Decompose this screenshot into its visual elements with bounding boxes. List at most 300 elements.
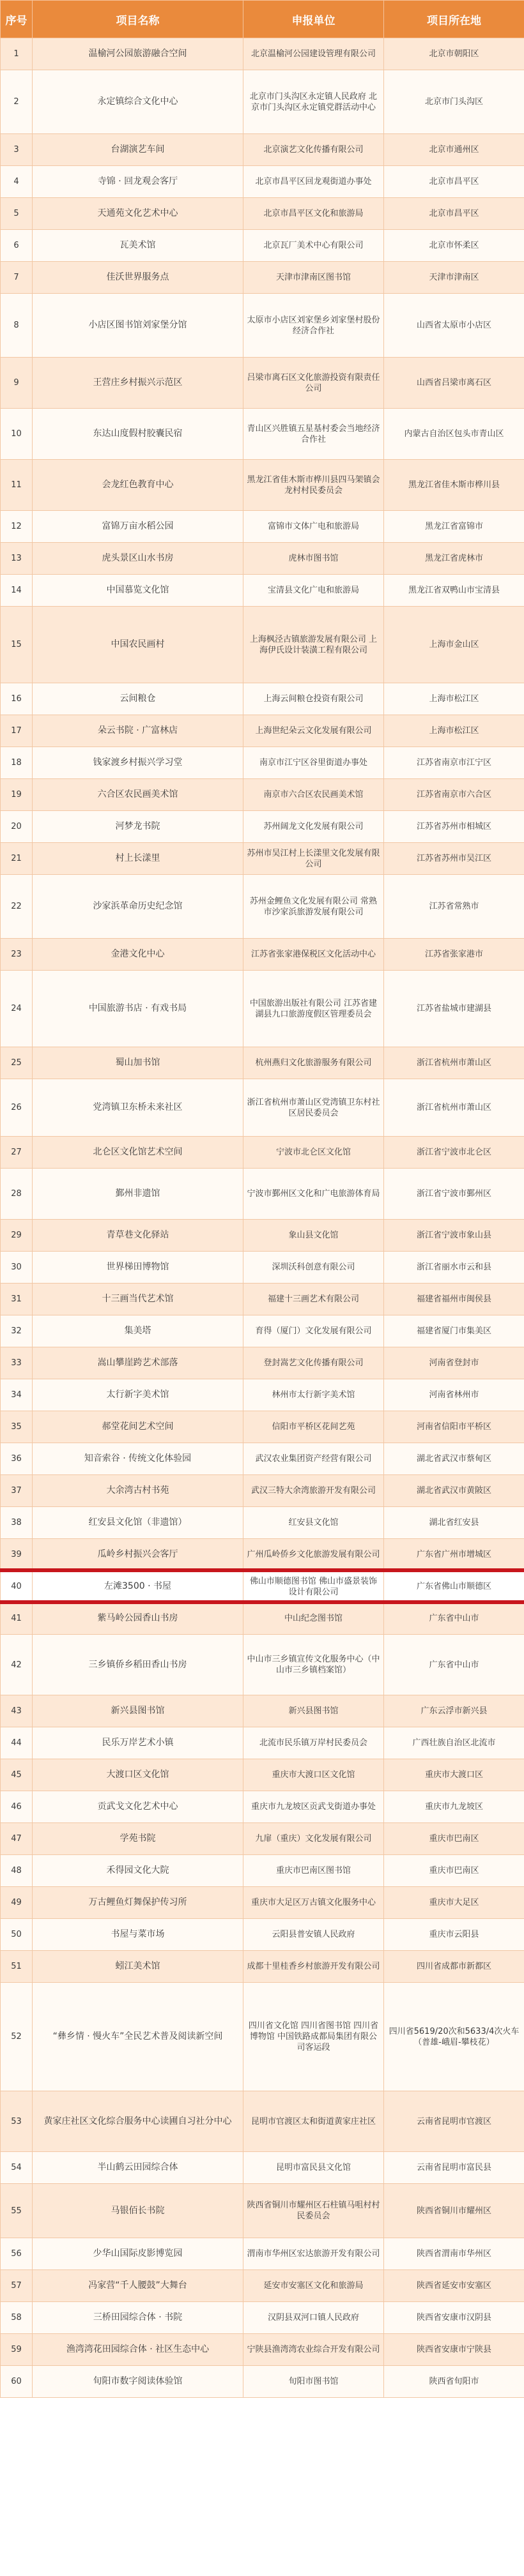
table-row xyxy=(1,1951,524,1983)
row-applicant-unit-cell: 重庆市大渡口区文化馆 xyxy=(243,1759,384,1791)
row-serial-cell: 40 xyxy=(1,1571,33,1603)
row-serial-cell: 20 xyxy=(1,811,33,843)
table-row xyxy=(1,1475,524,1507)
row-serial-cell: 45 xyxy=(1,1759,33,1791)
row-project-name-cell: 少华山国际皮影博览园 xyxy=(33,2238,243,2270)
row-location-cell: 广东省中山市 xyxy=(384,1635,524,1695)
row-location-cell: 上海市松江区 xyxy=(384,715,524,747)
row-applicant-unit-cell: 吕梁市离石区文化旅游投资有限责任公司 xyxy=(243,358,384,409)
row-applicant-unit-cell: 虎林市图书馆 xyxy=(243,543,384,575)
row-applicant-unit-cell: 黑龙江省佳木斯市桦川县四马架镇会龙村村民委员会 xyxy=(243,460,384,511)
table-row xyxy=(1,1603,524,1635)
row-project-name-cell: 黄家庄社区文化综合服务中心读圃自习社分中心 xyxy=(33,2091,243,2152)
row-serial-cell: 14 xyxy=(1,575,33,607)
row-applicant-unit-cell: 太原市小店区刘家堡乡刘家堡村股份经济合作社 xyxy=(243,294,384,358)
row-serial-cell: 10 xyxy=(1,409,33,460)
row-serial-cell: 18 xyxy=(1,747,33,779)
row-project-name-cell: 蜀山加书馆 xyxy=(33,1047,243,1079)
row-serial-cell: 9 xyxy=(1,358,33,409)
row-serial-cell: 51 xyxy=(1,1951,33,1983)
row-location-cell: 黑龙江省富锦市 xyxy=(384,511,524,543)
row-project-name-cell: 民乐万岸艺术小镇 xyxy=(33,1727,243,1759)
row-project-name-cell: 王营庄乡村振兴示范区 xyxy=(33,358,243,409)
table-row xyxy=(1,2302,524,2334)
row-serial-cell: 5 xyxy=(1,198,33,230)
row-project-name-cell: 佳沃世界服务点 xyxy=(33,262,243,294)
row-location-cell: 广东云浮市新兴县 xyxy=(384,1695,524,1727)
row-project-name-cell: 富锦万亩水稻公园 xyxy=(33,511,243,543)
table-row xyxy=(1,1379,524,1411)
row-project-name-cell: 红安县文化馆（非遗馆） xyxy=(33,1507,243,1539)
table-row xyxy=(1,38,524,70)
row-serial-cell: 57 xyxy=(1,2270,33,2302)
row-location-cell: 陕西省安康市汉阴县 xyxy=(384,2302,524,2334)
table-row xyxy=(1,1507,524,1539)
row-serial-cell: 47 xyxy=(1,1823,33,1855)
row-applicant-unit-cell: 富锦市文体广电和旅游局 xyxy=(243,511,384,543)
table-row xyxy=(1,1727,524,1759)
table-row xyxy=(1,2152,524,2184)
row-applicant-unit-cell: 陕西省铜川市耀州区石柱镇马咀村村民委员会 xyxy=(243,2184,384,2238)
row-serial-cell: 17 xyxy=(1,715,33,747)
row-project-name-cell: 冯家营“千人腰鼓”大舞台 xyxy=(33,2270,243,2302)
row-serial-cell: 11 xyxy=(1,460,33,511)
row-location-cell: 河南省登封市 xyxy=(384,1347,524,1379)
row-project-name-cell: 温榆河公园旅游融合空间 xyxy=(33,38,243,70)
row-applicant-unit-cell: 九扉（重庆）文化发展有限公司 xyxy=(243,1823,384,1855)
row-location-cell: 江苏省南京市六合区 xyxy=(384,779,524,811)
row-serial-cell: 54 xyxy=(1,2152,33,2184)
row-serial-cell: 12 xyxy=(1,511,33,543)
row-project-name-cell: 东达山度假村胶囊民宿 xyxy=(33,409,243,460)
table-row xyxy=(1,1539,524,1571)
table-row xyxy=(1,1855,524,1887)
row-location-cell: 北京市昌平区 xyxy=(384,166,524,198)
row-location-cell: 北京市昌平区 xyxy=(384,198,524,230)
table-row xyxy=(1,715,524,747)
row-serial-cell: 33 xyxy=(1,1347,33,1379)
table-row xyxy=(1,2091,524,2152)
row-location-cell: 江苏省常熟市 xyxy=(384,875,524,939)
header-serial-number: 序号 xyxy=(1,1,33,38)
table-row xyxy=(1,460,524,511)
row-serial-cell: 8 xyxy=(1,294,33,358)
row-serial-cell: 16 xyxy=(1,683,33,715)
row-location-cell: 江苏省苏州市吴江区 xyxy=(384,843,524,875)
row-applicant-unit-cell: 广州瓜岭侨乡文化旅游发展有限公司 xyxy=(243,1539,384,1571)
row-applicant-unit-cell: 佛山市顺德图书馆 佛山市盛景装饰设计有限公司 xyxy=(243,1571,384,1603)
row-project-name-cell: 左滩3500 · 书屋 xyxy=(33,1571,243,1603)
table-row xyxy=(1,1315,524,1347)
row-applicant-unit-cell: 四川省文化馆 四川省图书馆 四川省博物馆 中国铁路成都局集团有限公司客运段 xyxy=(243,1983,384,2091)
row-applicant-unit-cell: 延安市安塞区文化和旅游局 xyxy=(243,2270,384,2302)
row-location-cell: 陕西省旬阳市 xyxy=(384,2366,524,2398)
row-project-name-cell: 党湾镇卫东桥未来社区 xyxy=(33,1079,243,1137)
table-row xyxy=(1,230,524,262)
row-serial-cell: 31 xyxy=(1,1284,33,1315)
row-location-cell: 浙江省丽水市云和县 xyxy=(384,1252,524,1284)
row-location-cell: 广东省广州市增城区 xyxy=(384,1539,524,1571)
row-serial-cell: 27 xyxy=(1,1137,33,1169)
row-location-cell: 湖北省武汉市蔡甸区 xyxy=(384,1443,524,1475)
table-row xyxy=(1,843,524,875)
row-location-cell: 浙江省宁波市象山县 xyxy=(384,1220,524,1252)
row-applicant-unit-cell: 北京市门头沟区永定镇人民政府 北京市门头沟区永定镇党群活动中心 xyxy=(243,70,384,134)
table-row xyxy=(1,198,524,230)
row-project-name-cell: “彝乡情 · 慢火车”全民艺术普及阅读新空间 xyxy=(33,1983,243,2091)
table-row xyxy=(1,2366,524,2398)
row-serial-cell: 28 xyxy=(1,1169,33,1220)
row-applicant-unit-cell: 林州市太行新字美术馆 xyxy=(243,1379,384,1411)
row-applicant-unit-cell: 北京市昌平区回龙观街道办事处 xyxy=(243,166,384,198)
row-serial-cell: 6 xyxy=(1,230,33,262)
table-row xyxy=(1,543,524,575)
table-row xyxy=(1,1887,524,1919)
table-row xyxy=(1,1079,524,1137)
row-project-name-cell: 大余湾古村书苑 xyxy=(33,1475,243,1507)
row-project-name-cell: 钱家渡乡村振兴学习堂 xyxy=(33,747,243,779)
row-project-name-cell: 书屋与菜市场 xyxy=(33,1919,243,1951)
table-row xyxy=(1,262,524,294)
row-location-cell: 北京市朝阳区 xyxy=(384,38,524,70)
row-project-name-cell: 虎头景区山水书房 xyxy=(33,543,243,575)
row-serial-cell: 48 xyxy=(1,1855,33,1887)
row-location-cell: 上海市金山区 xyxy=(384,607,524,683)
row-project-name-cell: 知音索谷 · 传统文化体验园 xyxy=(33,1443,243,1475)
row-applicant-unit-cell: 汉阴县双河口镇人民政府 xyxy=(243,2302,384,2334)
table-row xyxy=(1,1169,524,1220)
row-applicant-unit-cell: 南京市六合区农民画美术馆 xyxy=(243,779,384,811)
table-header-row xyxy=(1,1,524,38)
row-location-cell: 云南省昆明市官渡区 xyxy=(384,2091,524,2152)
row-applicant-unit-cell: 苏州市吴江村上长漾里文化发展有限公司 xyxy=(243,843,384,875)
row-serial-cell: 13 xyxy=(1,543,33,575)
row-applicant-unit-cell: 中山纪念图书馆 xyxy=(243,1603,384,1635)
row-serial-cell: 43 xyxy=(1,1695,33,1727)
row-serial-cell: 39 xyxy=(1,1539,33,1571)
table-row xyxy=(1,1220,524,1252)
row-project-name-cell: 太行新字美术馆 xyxy=(33,1379,243,1411)
row-serial-cell: 22 xyxy=(1,875,33,939)
row-location-cell: 重庆市云阳县 xyxy=(384,1919,524,1951)
row-applicant-unit-cell: 武汉三特大余湾旅游开发有限公司 xyxy=(243,1475,384,1507)
table-row xyxy=(1,779,524,811)
table-row xyxy=(1,2270,524,2302)
row-location-cell: 江苏省张家港市 xyxy=(384,939,524,971)
row-project-name-cell: 天通苑文化艺术中心 xyxy=(33,198,243,230)
row-location-cell: 河南省林州市 xyxy=(384,1379,524,1411)
row-location-cell: 河南省信阳市平桥区 xyxy=(384,1411,524,1443)
row-serial-cell: 29 xyxy=(1,1220,33,1252)
row-location-cell: 陕西省延安市安塞区 xyxy=(384,2270,524,2302)
row-location-cell: 广西壮族自治区北流市 xyxy=(384,1727,524,1759)
row-location-cell: 北京市门头沟区 xyxy=(384,70,524,134)
row-applicant-unit-cell: 象山县文化馆 xyxy=(243,1220,384,1252)
header-project-name: 项目名称 xyxy=(33,1,243,38)
row-location-cell: 江苏省苏州市相城区 xyxy=(384,811,524,843)
table-row xyxy=(1,70,524,134)
row-location-cell: 黑龙江省双鸭山市宝清县 xyxy=(384,575,524,607)
row-serial-cell: 3 xyxy=(1,134,33,166)
row-applicant-unit-cell: 江苏省张家港保税区文化活动中心 xyxy=(243,939,384,971)
row-project-name-cell: 金港文化中心 xyxy=(33,939,243,971)
row-project-name-cell: 中国慕览文化馆 xyxy=(33,575,243,607)
row-location-cell: 重庆市大渡口区 xyxy=(384,1759,524,1791)
row-applicant-unit-cell: 上海云间粮仓投资有限公司 xyxy=(243,683,384,715)
row-applicant-unit-cell: 上海枫泾古镇旅游发展有限公司 上海伊氏设计装潢工程有限公司 xyxy=(243,607,384,683)
table-row xyxy=(1,2184,524,2238)
row-location-cell: 湖北省武汉市黄陂区 xyxy=(384,1475,524,1507)
row-project-name-cell: 新兴县图书馆 xyxy=(33,1695,243,1727)
row-location-cell: 北京市通州区 xyxy=(384,134,524,166)
row-location-cell: 浙江省宁波市北仑区 xyxy=(384,1137,524,1169)
row-serial-cell: 53 xyxy=(1,2091,33,2152)
row-location-cell: 浙江省宁波市鄞州区 xyxy=(384,1169,524,1220)
row-applicant-unit-cell: 北流市民乐镇万岸村民委员会 xyxy=(243,1727,384,1759)
row-project-name-cell: 瓜岭乡村振兴会客厅 xyxy=(33,1539,243,1571)
row-location-cell: 四川省5619/20次和5633/4次火车（普雄-峨眉-攀枝花） xyxy=(384,1983,524,2091)
row-serial-cell: 1 xyxy=(1,38,33,70)
row-location-cell: 湖北省红安县 xyxy=(384,1507,524,1539)
row-project-name-cell: 小店区图书馆刘家堡分馆 xyxy=(33,294,243,358)
row-location-cell: 黑龙江省虎林市 xyxy=(384,543,524,575)
row-project-name-cell: 渔湾湾花田园综合体 · 社区生态中心 xyxy=(33,2334,243,2366)
table-row xyxy=(1,1284,524,1315)
row-location-cell: 江苏省盐城市建湖县 xyxy=(384,971,524,1047)
row-applicant-unit-cell: 宁波市鄞州区文化和广电旅游体育局 xyxy=(243,1169,384,1220)
row-project-name-cell: 万古鲤鱼灯舞保护传习所 xyxy=(33,1887,243,1919)
row-serial-cell: 37 xyxy=(1,1475,33,1507)
row-project-name-cell: 六合区农民画美术馆 xyxy=(33,779,243,811)
table-row xyxy=(1,1047,524,1079)
row-serial-cell: 38 xyxy=(1,1507,33,1539)
row-applicant-unit-cell: 成都十里桂香乡村旅游开发有限公司 xyxy=(243,1951,384,1983)
row-location-cell: 江苏省南京市江宁区 xyxy=(384,747,524,779)
row-project-name-cell: 三乡镇侨乡稻田香山书房 xyxy=(33,1635,243,1695)
row-serial-cell: 35 xyxy=(1,1411,33,1443)
table-row xyxy=(1,1411,524,1443)
row-serial-cell: 32 xyxy=(1,1315,33,1347)
row-project-name-cell: 寺锦 · 回龙观会客厅 xyxy=(33,166,243,198)
table-row xyxy=(1,358,524,409)
table-row xyxy=(1,2238,524,2270)
row-project-name-cell: 中国农民画村 xyxy=(33,607,243,683)
row-serial-cell: 50 xyxy=(1,1919,33,1951)
table-row xyxy=(1,1791,524,1823)
row-serial-cell: 41 xyxy=(1,1603,33,1635)
row-serial-cell: 60 xyxy=(1,2366,33,2398)
header-applicant-unit: 申报单位 xyxy=(243,1,384,38)
table-row xyxy=(1,1443,524,1475)
row-applicant-unit-cell: 天津市津南区图书馆 xyxy=(243,262,384,294)
row-project-name-cell: 河梦龙书院 xyxy=(33,811,243,843)
row-serial-cell: 56 xyxy=(1,2238,33,2270)
row-location-cell: 重庆市巴南区 xyxy=(384,1823,524,1855)
row-applicant-unit-cell: 重庆市九龙坡区贡武戈街道办事处 xyxy=(243,1791,384,1823)
row-applicant-unit-cell: 北京市昌平区文化和旅游局 xyxy=(243,198,384,230)
table-body xyxy=(1,38,524,2398)
row-project-name-cell: 云间粮仓 xyxy=(33,683,243,715)
row-serial-cell: 7 xyxy=(1,262,33,294)
table-row xyxy=(1,607,524,683)
row-applicant-unit-cell: 北京演艺文化传播有限公司 xyxy=(243,134,384,166)
table-row xyxy=(1,875,524,939)
row-location-cell: 浙江省杭州市萧山区 xyxy=(384,1047,524,1079)
table-row xyxy=(1,1571,524,1603)
row-project-name-cell: 世界梯田博物馆 xyxy=(33,1252,243,1284)
row-serial-cell: 52 xyxy=(1,1983,33,2091)
row-serial-cell: 59 xyxy=(1,2334,33,2366)
row-serial-cell: 46 xyxy=(1,1791,33,1823)
row-applicant-unit-cell: 苏州金鲤鱼文化发展有限公司 常熟市沙家浜旅游发展有限公司 xyxy=(243,875,384,939)
row-location-cell: 上海市松江区 xyxy=(384,683,524,715)
row-location-cell: 重庆市九龙坡区 xyxy=(384,1791,524,1823)
row-project-name-cell: 郝堂花间艺术空间 xyxy=(33,1411,243,1443)
row-project-name-cell: 紫马岭公园香山书房 xyxy=(33,1603,243,1635)
row-location-cell: 浙江省杭州市萧山区 xyxy=(384,1079,524,1137)
row-project-name-cell: 北仑区文化馆艺术空间 xyxy=(33,1137,243,1169)
row-applicant-unit-cell: 昆明市官渡区太和街道黄家庄社区 xyxy=(243,2091,384,2152)
row-project-name-cell: 朵云书院 · 广富林店 xyxy=(33,715,243,747)
row-serial-cell: 42 xyxy=(1,1635,33,1695)
row-applicant-unit-cell: 武汉农业集团资产经营有限公司 xyxy=(243,1443,384,1475)
row-location-cell: 天津市津南区 xyxy=(384,262,524,294)
row-applicant-unit-cell: 信阳市平桥区花间艺苑 xyxy=(243,1411,384,1443)
row-location-cell: 黑龙江省佳木斯市桦川县 xyxy=(384,460,524,511)
row-project-name-cell: 十三画当代艺术馆 xyxy=(33,1284,243,1315)
table-row xyxy=(1,1252,524,1284)
row-project-name-cell: 鄞州非遗馆 xyxy=(33,1169,243,1220)
row-project-name-cell: 村上长漾里 xyxy=(33,843,243,875)
row-project-name-cell: 会龙红色教育中心 xyxy=(33,460,243,511)
header-project-location: 项目所在地 xyxy=(384,1,524,38)
row-serial-cell: 23 xyxy=(1,939,33,971)
row-location-cell: 福建省厦门市集美区 xyxy=(384,1315,524,1347)
row-applicant-unit-cell: 红安县文化馆 xyxy=(243,1507,384,1539)
row-applicant-unit-cell: 重庆市大足区万古镇文化服务中心 xyxy=(243,1887,384,1919)
row-applicant-unit-cell: 浙江省杭州市萧山区党湾镇卫东村社区居民委员会 xyxy=(243,1079,384,1137)
row-project-name-cell: 瓦美术馆 xyxy=(33,230,243,262)
row-serial-cell: 15 xyxy=(1,607,33,683)
row-location-cell: 陕西省铜川市耀州区 xyxy=(384,2184,524,2238)
row-location-cell: 四川省成都市新都区 xyxy=(384,1951,524,1983)
row-applicant-unit-cell: 宁陕县渔湾湾农业综合开发有限公司 xyxy=(243,2334,384,2366)
table-row xyxy=(1,1823,524,1855)
row-serial-cell: 44 xyxy=(1,1727,33,1759)
table-row xyxy=(1,747,524,779)
table-row xyxy=(1,1137,524,1169)
table-row xyxy=(1,575,524,607)
row-location-cell: 云南省昆明市富民县 xyxy=(384,2152,524,2184)
row-serial-cell: 21 xyxy=(1,843,33,875)
row-project-name-cell: 学苑书院 xyxy=(33,1823,243,1855)
row-project-name-cell: 嵩山攀崖跨艺术部落 xyxy=(33,1347,243,1379)
row-applicant-unit-cell: 新兴县图书馆 xyxy=(243,1695,384,1727)
row-project-name-cell: 蚓江美术馆 xyxy=(33,1951,243,1983)
row-applicant-unit-cell: 中山市三乡镇宣传文化服务中心（中山市三乡镇档案馆） xyxy=(243,1635,384,1695)
row-project-name-cell: 台湖演艺车间 xyxy=(33,134,243,166)
row-applicant-unit-cell: 中国旅游出版社有限公司 江苏省建湖县九口旅游度假区管理委员会 xyxy=(243,971,384,1047)
table-row xyxy=(1,511,524,543)
row-applicant-unit-cell: 重庆市巴南区图书馆 xyxy=(243,1855,384,1887)
row-project-name-cell: 大渡口区文化馆 xyxy=(33,1759,243,1791)
row-project-name-cell: 旬阳市数字阅读体验馆 xyxy=(33,2366,243,2398)
row-serial-cell: 26 xyxy=(1,1079,33,1137)
table-row xyxy=(1,294,524,358)
row-project-name-cell: 三桥田园综合体 · 书院 xyxy=(33,2302,243,2334)
row-location-cell: 福建省福州市闽侯县 xyxy=(384,1284,524,1315)
table-row xyxy=(1,2334,524,2366)
table-row xyxy=(1,166,524,198)
row-applicant-unit-cell: 北京瓦厂美术中心有限公司 xyxy=(243,230,384,262)
row-applicant-unit-cell: 南京市江宁区谷里街道办事处 xyxy=(243,747,384,779)
row-applicant-unit-cell: 深圳沃科创意有限公司 xyxy=(243,1252,384,1284)
row-project-name-cell: 禾得园文化大院 xyxy=(33,1855,243,1887)
row-applicant-unit-cell: 福建十三画艺术有限公司 xyxy=(243,1284,384,1315)
row-serial-cell: 36 xyxy=(1,1443,33,1475)
row-applicant-unit-cell: 登封嵩艺文化传播有限公司 xyxy=(243,1347,384,1379)
row-project-name-cell: 永定镇综合文化中心 xyxy=(33,70,243,134)
table-row xyxy=(1,409,524,460)
row-serial-cell: 55 xyxy=(1,2184,33,2238)
row-location-cell: 陕西省安康市宁陕县 xyxy=(384,2334,524,2366)
table-row xyxy=(1,683,524,715)
row-applicant-unit-cell: 苏州阔龙文化发展有限公司 xyxy=(243,811,384,843)
table-row xyxy=(1,1347,524,1379)
row-location-cell: 陕西省渭南市华州区 xyxy=(384,2238,524,2270)
row-applicant-unit-cell: 育得（厦门）文化发展有限公司 xyxy=(243,1315,384,1347)
row-applicant-unit-cell: 宁波市北仑区文化馆 xyxy=(243,1137,384,1169)
row-serial-cell: 2 xyxy=(1,70,33,134)
row-applicant-unit-cell: 昆明市富民县文化馆 xyxy=(243,2152,384,2184)
row-serial-cell: 58 xyxy=(1,2302,33,2334)
row-project-name-cell: 马银佰长书院 xyxy=(33,2184,243,2238)
table-row xyxy=(1,971,524,1047)
row-serial-cell: 4 xyxy=(1,166,33,198)
row-project-name-cell: 半山鹤云田园综合体 xyxy=(33,2152,243,2184)
row-applicant-unit-cell: 上海世纪朵云文化发展有限公司 xyxy=(243,715,384,747)
row-location-cell: 北京市怀柔区 xyxy=(384,230,524,262)
table-row xyxy=(1,1759,524,1791)
row-applicant-unit-cell: 杭州燕归文化旅游服务有限公司 xyxy=(243,1047,384,1079)
row-serial-cell: 34 xyxy=(1,1379,33,1411)
row-project-name-cell: 贡武戈文化艺术中心 xyxy=(33,1791,243,1823)
row-location-cell: 重庆市巴南区 xyxy=(384,1855,524,1887)
row-project-name-cell: 青草巷文化驿站 xyxy=(33,1220,243,1252)
table-row xyxy=(1,134,524,166)
row-location-cell: 广东省中山市 xyxy=(384,1603,524,1635)
table-row xyxy=(1,1983,524,2091)
row-serial-cell: 30 xyxy=(1,1252,33,1284)
table-row xyxy=(1,1635,524,1695)
row-serial-cell: 49 xyxy=(1,1887,33,1919)
row-location-cell: 山西省吕梁市离石区 xyxy=(384,358,524,409)
row-applicant-unit-cell: 旬阳市图书馆 xyxy=(243,2366,384,2398)
table-row xyxy=(1,811,524,843)
row-applicant-unit-cell: 云阳县普安镇人民政府 xyxy=(243,1919,384,1951)
row-serial-cell: 24 xyxy=(1,971,33,1047)
table-row xyxy=(1,1695,524,1727)
row-applicant-unit-cell: 宝清县文化广电和旅游局 xyxy=(243,575,384,607)
row-location-cell: 广东省佛山市顺德区 xyxy=(384,1571,524,1603)
row-applicant-unit-cell: 渭南市华州区宏达旅游开发有限公司 xyxy=(243,2238,384,2270)
row-project-name-cell: 沙家浜革命历史纪念馆 xyxy=(33,875,243,939)
row-applicant-unit-cell: 青山区兴胜镇五星基村委会当地经济合作社 xyxy=(243,409,384,460)
row-project-name-cell: 中国旅游书店 · 有戏书局 xyxy=(33,971,243,1047)
row-project-name-cell: 集美塔 xyxy=(33,1315,243,1347)
table-row xyxy=(1,939,524,971)
row-applicant-unit-cell: 北京温榆河公园建设管理有限公司 xyxy=(243,38,384,70)
